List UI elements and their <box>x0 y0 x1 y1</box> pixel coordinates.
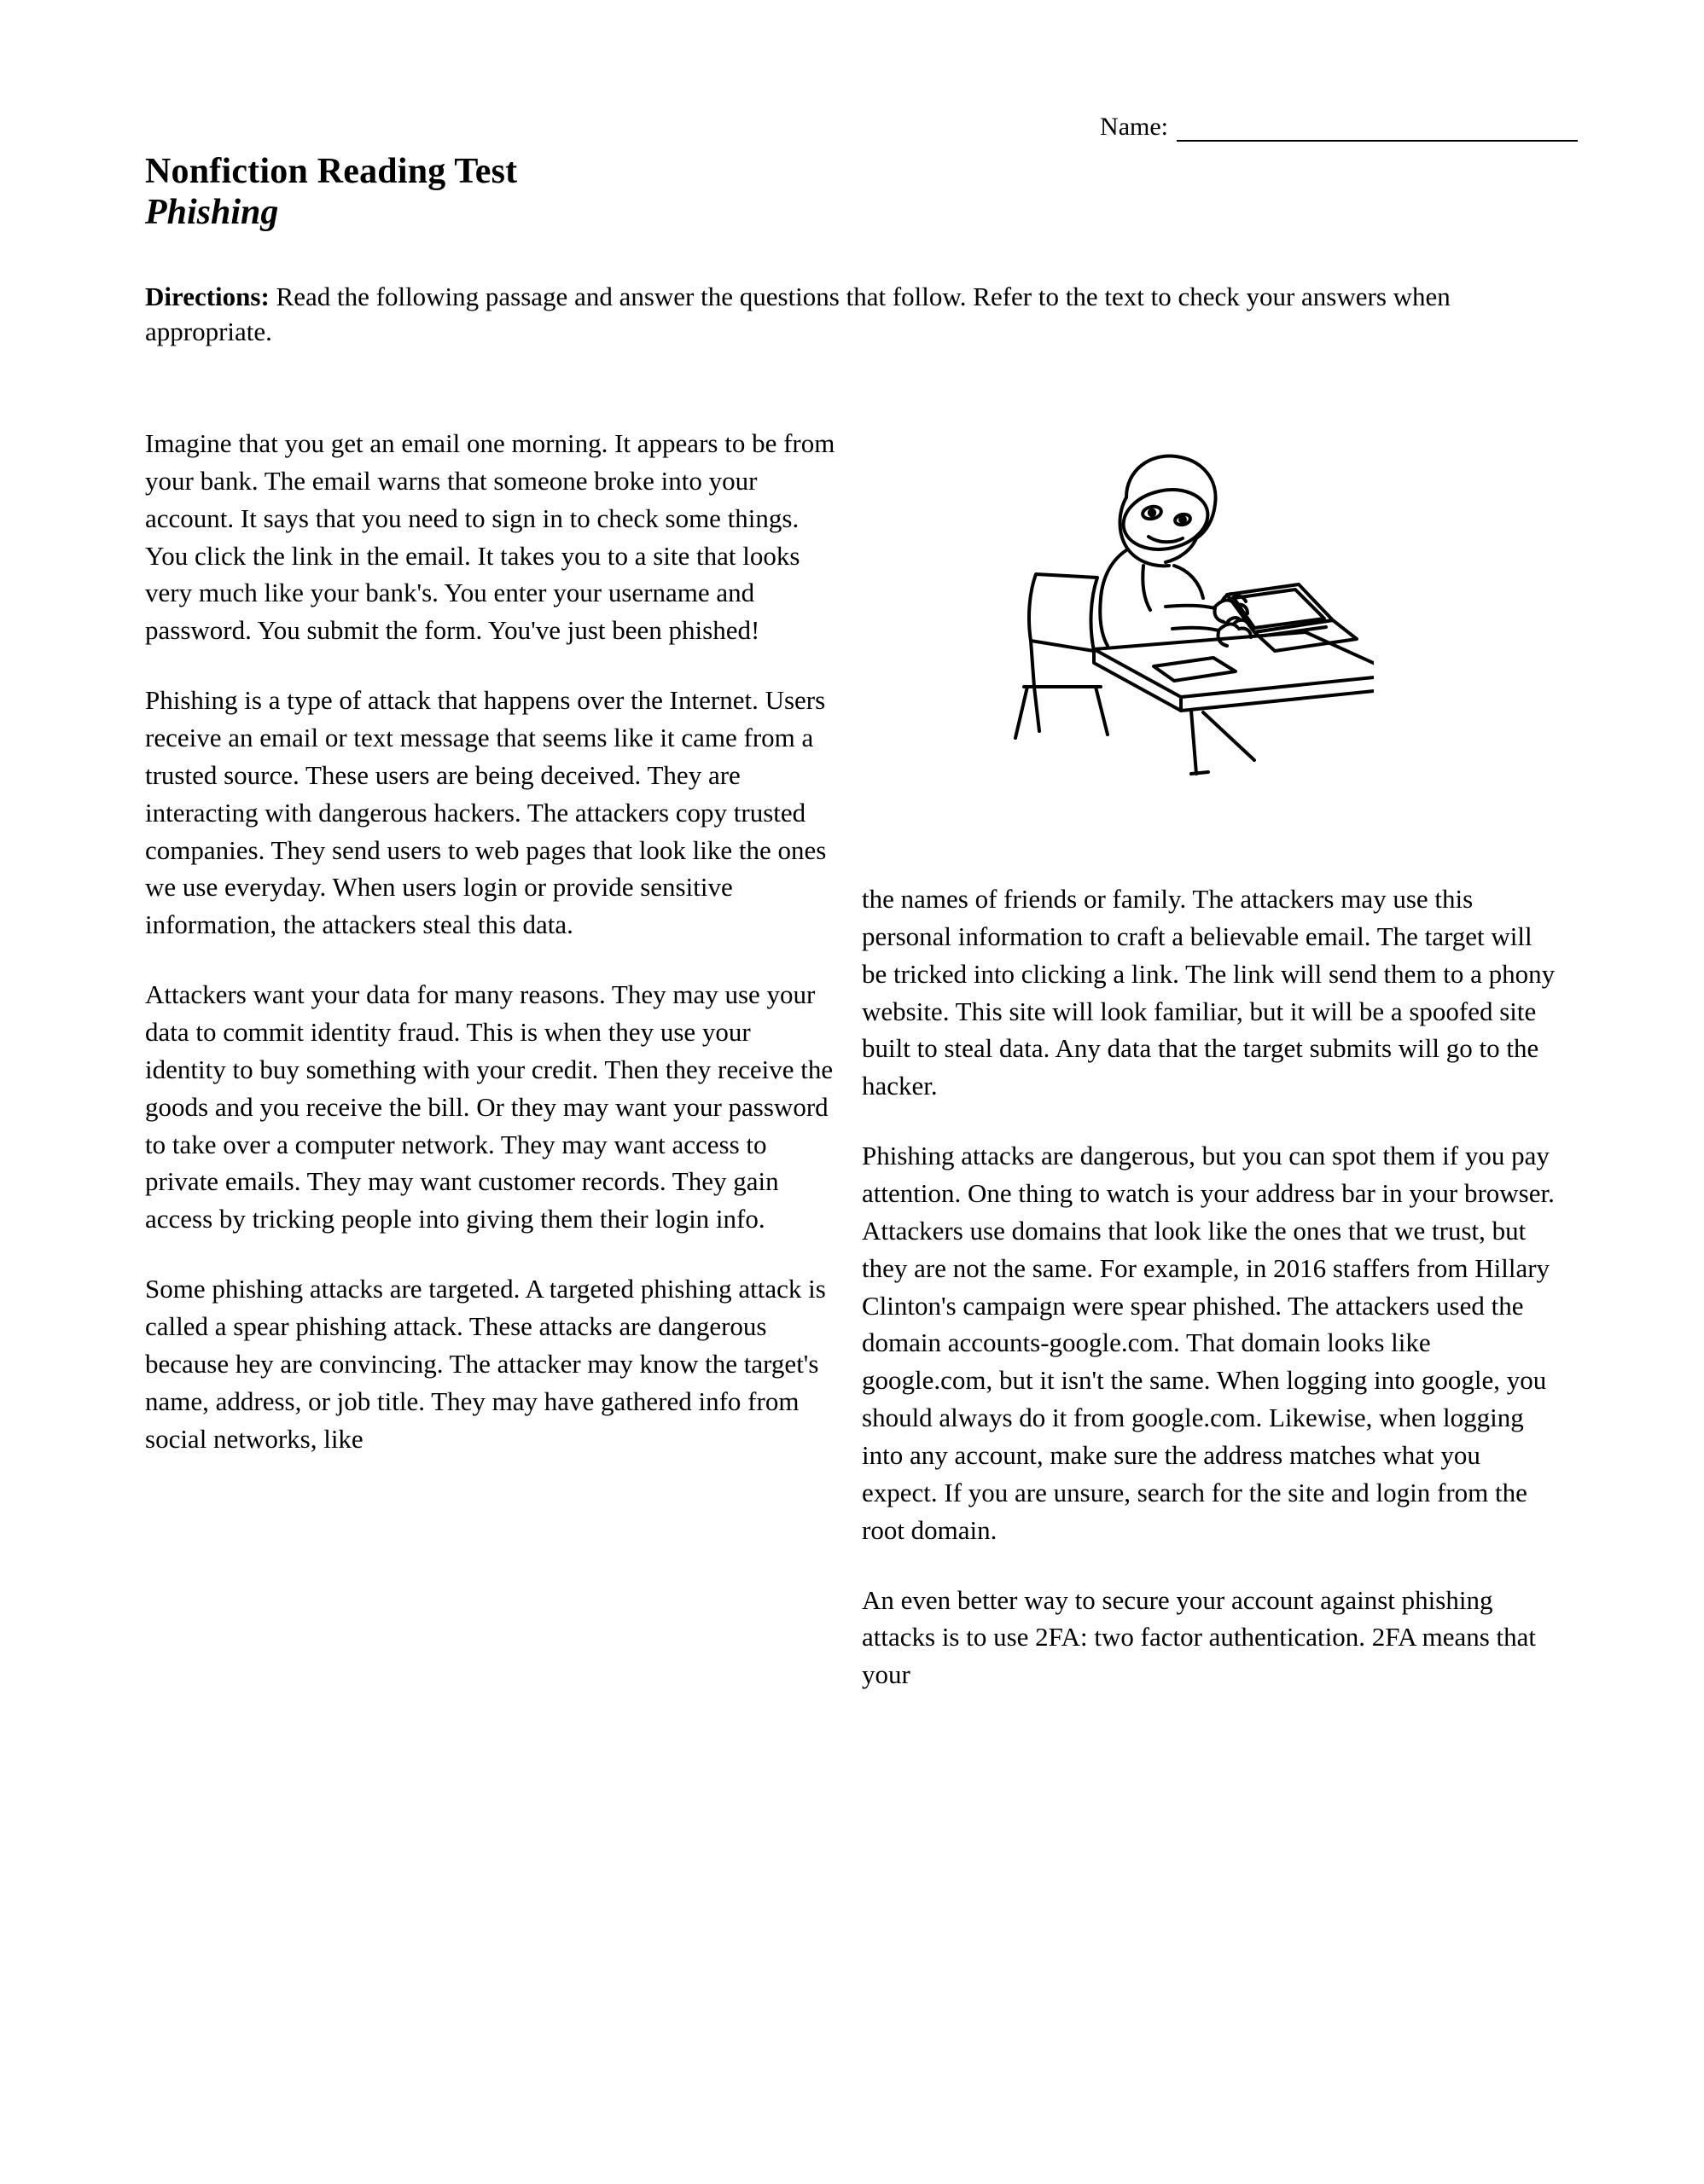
title-block <box>145 152 517 234</box>
paragraph: the names of friends or family. The attackers may use this personal information to craft a believable email. The target will be tricked into clicking a link. The link will send them to a phony website. This site will look familiar, but it will be a spoofed site built to steal data. Any data that the target submits will go to the hacker. <box>862 884 1556 1101</box>
name-label: Name: <box>1100 113 1168 141</box>
paragraph: Phishing is a type of attack that happens over the Internet. Users receive an email or text message that seems like it came from a trusted source. These users are being deceived. They are interacting with dangerous hackers. The attackers copy trusted companies. They send users to web pages that look like the ones we use everyday. When users login or provide sensitive information, the attackers steal this data. <box>145 685 827 940</box>
page-subtitle: Phishing <box>145 192 279 232</box>
name-field-row <box>1100 113 1578 142</box>
paragraph: Phishing attacks are dangerous, but you can spot them if you pay attention. One thing to watch is your address bar in your browser. Attackers use domains that look like the ones that we trust, but they are not the same. For example, in 2016 staffers from Hillary Clinton's campaign were spear phished. The attackers used the domain accounts-google.com. That domain looks like google.com, but it isn't the same. When logging into google, you should always do it from google.com. Likewise, when logging into any account, make sure the address matches what you expect. If you are unsure, search for the site and login from the root domain. <box>862 1141 1555 1545</box>
page-title: Nonfiction Reading Test <box>145 152 518 191</box>
name-input-blank[interactable] <box>1177 116 1578 142</box>
paragraph: Some phishing attacks are targeted. A targeted phishing attack is called a spear phishing attack. These attacks are dangerous because hey are convincing. The attacker may know the target's name, address, or job title. They may have gathered info from social networks, like <box>145 1274 826 1454</box>
passage-left-column <box>145 425 836 1457</box>
hacker-at-laptop-icon <box>998 431 1374 798</box>
paragraph: Attackers want your data for many reasons. They may use your data to commit identity fraud. This is when they use your identity to buy something with your credit. Then they receive the goods and you receive the bill. Or they may want your password to take over a computer network. They may want access to private emails. They may want customer records. They gain access by tricking people into giving them their login info. <box>145 979 834 1234</box>
directions-paragraph <box>145 280 1544 350</box>
paragraph: Imagine that you get an email one morning. It appears to be from your bank. The email warns that someone broke into your account. It says that you need to sign in to check some things. You click the link in the email. It takes you to a site that looks very much like your bank's. You enter your username and password. You submit the form. You've just been phished! <box>145 428 835 646</box>
directions-label: Directions: <box>145 282 270 311</box>
directions-text: Read the following passage and answer the questions that follow. Refer to the text to check your answers when appropriate. <box>145 282 1451 346</box>
passage-right-column <box>862 880 1557 1693</box>
paragraph: An even better way to secure your account against phishing attacks is to use 2FA: two factor authentication. 2FA means that your <box>862 1584 1537 1690</box>
